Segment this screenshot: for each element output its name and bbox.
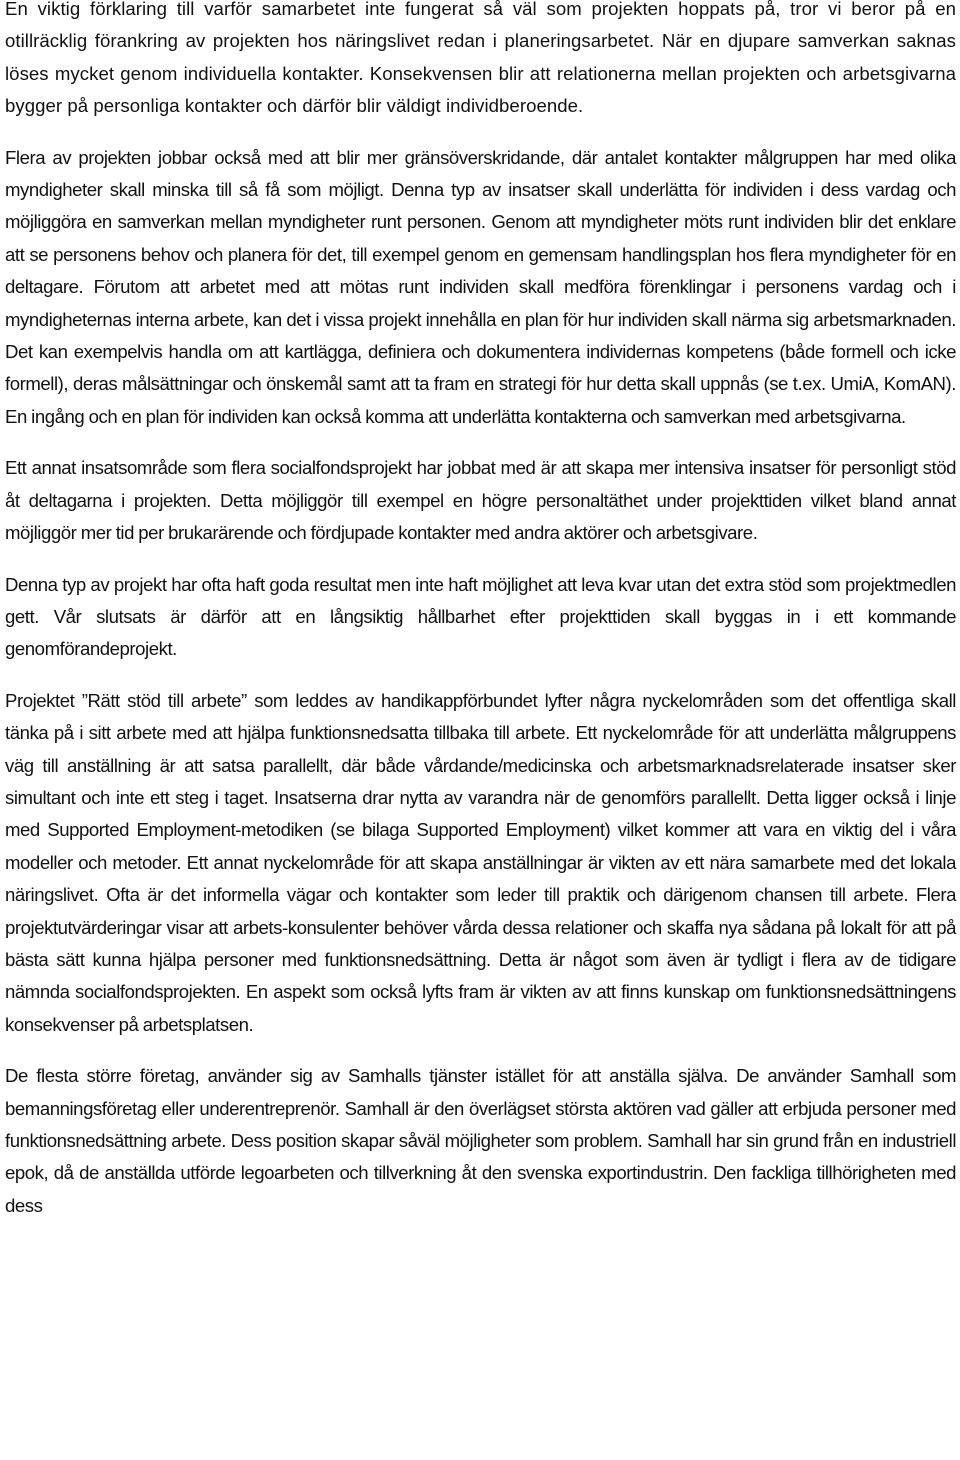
paragraph-6: De flesta större företag, använder sig av Samhalls tjänster istället för att anställa själva. De använder Samhall som bemanningsföretag eller underentreprenör. Samhall är den överlägset största aktören vad gäller att erbjuda personer med funktionsnedsättning arbete. Dess position skapar såväl möjligheter som problem. Samhall har sin grund från en industriell epok, då de anställda utförde legoarbeten och tillverkning åt den svenska exportindustrin. Den fackliga tillhörigheten med dess <box>5 1065 956 1216</box>
paragraph-1: En viktig förklaring till varför samarbetet inte fungerat så väl som projekten hoppats på, tror vi beror på en otillräcklig förankring av projekten hos näringslivet redan i planeringsarbetet. När en djupare samverkan saknas löses mycket genom individuella kontakter. Konsekvensen blir att relationerna mellan projekten och arbetsgivarna bygger på personliga kontakter och därför blir väldigt individberoende. <box>5 0 956 117</box>
paragraph-4: Denna typ av projekt har ofta haft goda resultat men inte haft möjlighet att leva kvar utan det extra stöd som projektmedlen gett. Vår slutsats är därför att en långsiktig hållbarhet efter projekttiden skall byggas in i ett kommande genomförandeprojekt. <box>5 573 956 660</box>
paragraph-2: Flera av projekten jobbar också med att blir mer gränsöverskridande, där antalet kontakter målgruppen har med olika myndigheter skall minska till så få som möjligt. Denna typ av insatser skall underlätta för individen i dess vardag och möjliggöra en samverkan mellan myndigheter runt personen. Genom att myndigheter möts runt individen blir det enklare att se personens behov och planera för det, till exempel genom en gemensam handlingsplan hos flera myndigheter för en deltagare. Förutom att arbetet med att mötas runt individen skall medföra förenklingar i personens vardag och i myndigheternas interna arbete, kan det i vissa projekt innehålla en plan för hur individen skall närma sig arbetsmarknaden. Det kan exempelvis handla om att kartlägga, definiera och dokumentera individernas kompetens (både formell och icke formell), deras målsättningar och önskemål samt att ta fram en strategi för hur detta skall uppnås (se t.ex. UmiA, KomAN). En ingång och en plan för individen kan också komma att underlätta kontakterna och samverkan med arbetsgivarna. <box>5 146 956 427</box>
document-body <box>5 0 956 1241</box>
paragraph-5: Projektet ”Rätt stöd till arbete” som leddes av handikappförbundet lyfter några nyckelområden som det offentliga skall tänka på i sitt arbete med att hjälpa funktionsnedsatta tillbaka till arbete. Ett nyckelområde för att underlätta målgruppens väg till anställning är att satsa parallellt, där både vårdande/medicinska och arbetsmarknadsrelaterade insatser sker simultant och inte ett steg i taget. Insatserna drar nytta av varandra när de genomförs parallellt. Detta ligger också i linje med Supported Employment-metodiken (se bilaga Supported Employment) vilket kommer att vara en viktig del i våra modeller och metoder. Ett annat nyckelområde för att skapa anställningar är vikten av ett nära samarbete med det lokala näringslivet. Ofta är det informella vägar och kontakter som leder till praktik och därigenom chansen till arbete. Flera projektutvärderingar visar att arbets-konsulenter behöver vårda dessa relationer och skaffa nya sådana på lokalt för att på bästa sätt kunna hjälpa personer med funktionsnedsättning. Detta är något som även är tydligt i flera av de tidigare nämnda socialfondsprojekten. En aspekt som också lyfts fram är vikten av att finns kunskap om funktionsnedsättningens konsekvenser på arbetsplatsen. <box>5 689 956 1035</box>
paragraph-3: Ett annat insatsområde som flera socialfondsprojekt har jobbat med är att skapa mer intensiva insatser för personligt stöd åt deltagarna i projekten. Detta möjliggör till exempel en högre personaltäthet under projekttiden vilket bland annat möjliggör mer tid per brukarärende och fördjupade kontakter med andra aktörer och arbetsgivare. <box>5 457 956 544</box>
